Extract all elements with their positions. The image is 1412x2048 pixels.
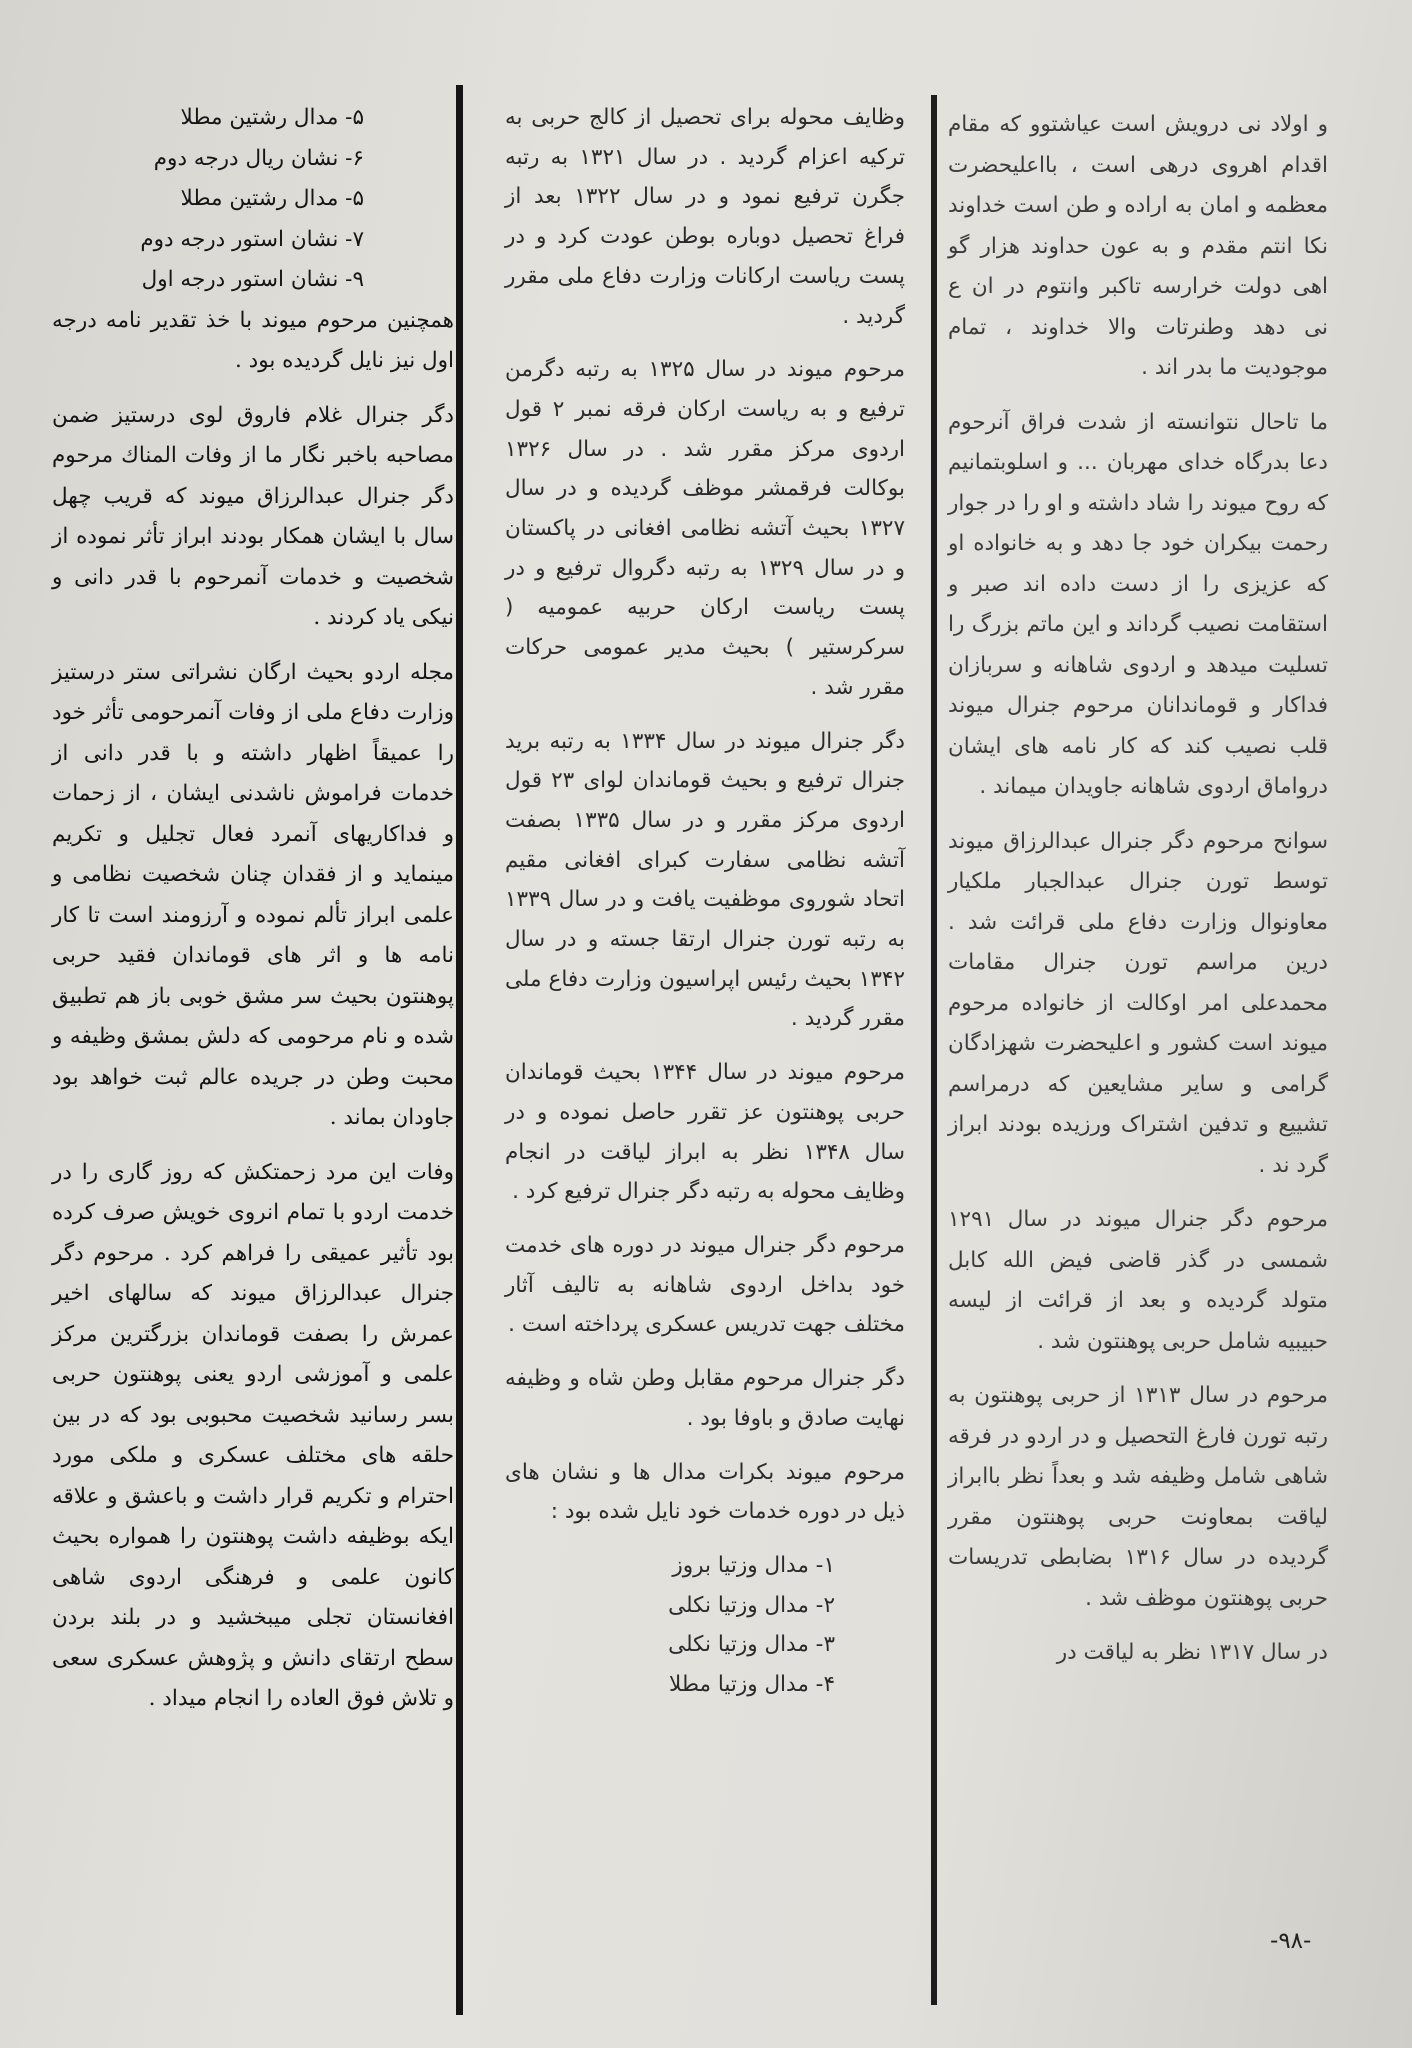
middle-text-column	[505, 98, 905, 1705]
paragraph: همچنین مرحوم میوند با خذ تقدیر نامه درجه اول نیز نایل گردیده بود .	[52, 307, 454, 373]
left-text-column	[52, 98, 454, 1734]
paragraph: در سال ۱۳۱۷ نظر به لیاقت در	[1056, 1640, 1328, 1665]
medal-item: ۴- مدال وزتیا مطلا	[669, 1672, 835, 1698]
paragraph: و اولاد نی درویش است عیاشتوو که مقام اقدام اهروی درهی است ، بااعلیحضرت معظمه و امان به اراده و طن است خداوند نکا انتم مقدم و به عون حداوند هزار گو اهی دولت خرارسه تاکبر وانتوم در ان ع نی دهد وطنرتات والا خداوند ، تمام موجوديت ما بدر اند .	[948, 112, 1328, 380]
medal-item: ۵- مدال رشتین مطلا	[180, 186, 364, 211]
medal-item: ۷- نشان استور درجه دوم	[140, 226, 364, 252]
paragraph: مجله اردو بحیث ارگان نشراتی ستر درستیز وزارت دفاع ملی از وفات آنمرحومی تأثر خود را عمیقاً اظهار داشته و با قدر دانی از خدمات فراموش ناشدنی ایشان ، از زحمات و فداکاریهای آنمرد فعال تجلیل و تکریم مینماید و از فقدان چنان شخصیت نظامی و علمی ابراز تألم نموده و آرزومند است تا کار نامه ها و اثر های قوماندان فقید حربی پوهنتون بحیث سر مشق خوبی باز هم تطبیق شده و نام مرحومی که دلش بمشق وظیفه و محبت وطن در جریده عالم ثبت خواهد بود جاودان بماند .	[52, 659, 454, 1130]
paragraph: دگر جنرال میوند در سال ۱۳۳۴ به رتبه برید جنرال ترفیع و بحیث قوماندان لوای ۲۳ قول اردوی مرکز مقرر و در سال ۱۳۳۵ بصفت آتشه نظامی سفارت کبرای افغانی مقیم اتحاد شوروی موظفیت یافت و در سال ۱۳۳۹ به رتبه تورن جنرال ارتقا جسته و در سال ۱۳۴۲ بحیث رئیس اپراسیون وزارت دفاع ملی مقرر گردید .	[505, 728, 905, 1032]
medal-item: ۶- نشان ریال درجه دوم	[153, 145, 364, 171]
column-divider-right	[931, 95, 937, 2005]
medal-item: ۲- مدال وزتیا نکلی	[668, 1592, 835, 1618]
paragraph: وظایف محوله برای تحصیل از کالج حربی به ترکیه اعزام گردید . در سال ۱۳۲۱ به رتبه جگرن ترفیع نمود و در سال ۱۳۲۲ بعد از فراغ تحصیل دوباره بوطن عودت کرد و در پست ریاست ارکانات وزارت دفاع ملی مقرر گردید .	[505, 105, 905, 329]
paragraph: ما تاحال نتوانسته از شدت فراق آنرحوم دعا بدرگاه خدای مهربان ... و اسلوبتمانیم که روح میوند را شاد داشته و او را در جوار رحمت بیکران خود جا دهد و به خانواده او که عزیزی را از دست داده اند صبر و استقامت نصیب گرداند و این ماتم بزرگ را تسلیت میدهد و اردوی شاهانه و سربازان فداکار و قوماندانان مرحوم جنرال میوند قلب نصیب کند که کار نامه های ایشان درواماق اردوی شاهانه جاویدان میماند .	[948, 409, 1328, 799]
medal-item: ۵- مدال رشتین مطلا	[180, 105, 364, 130]
paragraph: مرحوم میوند در سال ۱۳۴۴ بحیث قوماندان حربی پوهنتون عز تقرر حاصل نموده و در سال ۱۳۴۸ نظر به ابراز لیاقت در انجام وظایف محوله به رتبه دگر جنرال ترفیع کرد .	[505, 1060, 905, 1205]
page-number: -۹۸-	[1270, 1928, 1312, 1954]
paragraph: مرحوم دگر جنرال میوند در دوره های خدمت خود بداخل اردوی شاهانه به تالیف آثار مختلف جهت تدریس عسکری پرداخته است .	[505, 1232, 905, 1338]
paragraph: مرحوم دگر جنرال میوند در سال ۱۲۹۱ شمسی در گذر قاضی فیض الله کابل متولد گردیده و بعد از قرائت از لیسه حبیبیه شامل حربی پوهنتون شد .	[948, 1207, 1328, 1354]
paragraph: وفات این مرد زحمتکش که روز گاری را در خدمت اردو با تمام انروی خویش صرف کرده بود تأثیر عمیقی را فراهم کرد . مرحوم دگر جنرال عبدالرزاق میوند که سالهای اخیر عمرش را بصفت قوماندان بزرگترین مرکز علمی و آموزشی اردو یعنی پوهنتون حربی بسر رسانید شخصیت محبوبی بود که در بین حلقه های مختلف عسکری و ملکی مورد احترام و تکریم قرار داشت و باعشق و علاقه ایکه بوظیفه داشت پوهنتون را همواره بحیث کانون علمی و فرهنگی اردوی شاهی افغانستان تجلی میبخشید و در بلند بردن سطح ارتقای دانش و پژوهش عسکری سعی و تلاش فوق العاده را انجام میداد .	[52, 1159, 454, 1711]
column-divider-left	[456, 85, 463, 2015]
paragraph: مرحوم میوند در سال ۱۳۲۵ به رتبه دگرمن ترفیع و به ریاست ارکان فرقه نمبر ۲ قول اردوی مرکز مقرر شد . در سال ۱۳۲۶ بوکالت فرقمشر موظف گردیده و در سال ۱۳۲۷ بحیث آتشه نظامی افغانی در پاکستان و در سال ۱۳۲۹ به رتبه دگروال ترفیع و در پست ریاست ارکان حربیه عمومیه ( سرکرستیر ) بحیث مدیر عمومی حرکات مقرر شد .	[505, 357, 906, 700]
medal-list	[505, 1546, 905, 1705]
medal-item: ۱- مدال وزتیا بروز	[672, 1552, 835, 1578]
medal-item: ۳- مدال وزتیا نکلی	[668, 1632, 835, 1658]
paragraph: دگر جنرال غلام فاروق لوی درستیز ضمن مصاحبه باخبر نگار ما از وفات المناك مرحوم دگر جنرال عبدالرزاق میوند که قریب چهل سال با ایشان همکار بودند ابراز تأثر نموده از شخصیت و خدمات آنمرحوم با قدر دانی و نیکی یاد کردند .	[52, 402, 454, 630]
paragraph: سوانح مرحوم دگر جنرال عبدالرزاق میوند توسط تورن جنرال عبدالجبار ملکیار معاونوال وزارت دفاع ملی قرائت شد . درین مراسم تورن جنرال مقامات محمدعلی امر اوکالت از خانواده مرحوم میوند است کشور و اعلیحضرت شهزادگان گرامی و سایر مشایعین که درمراسم تشییع و تدفین اشتراک ورزیده بودند ابراز گرد ند .	[948, 828, 1328, 1178]
paragraph: دگر جنرال مرحوم مقابل وطن شاه و وظیفه نهایت صادق و باوفا بود .	[505, 1366, 905, 1431]
paragraph: مرحوم در سال ۱۳۱۳ از حربی پوهنتون به رتبه تورن فارغ التحصیل و در اردو در فرقه شاهی شامل وظیفه شد و بعداً نظر باابراز لیاقت بمعاونت حربی پوهنتون مقرر گردیده در سال ۱۳۱۶ بضابطی تدریسات حربی پوهنتون موظف شد .	[948, 1383, 1329, 1611]
right-text-column	[948, 105, 1328, 1688]
medal-item: ۹- نشان استور درجه اول	[141, 267, 364, 292]
paragraph: مرحوم میوند بکرات مدال ها و نشان های ذیل در دوره خدمات خود نایل شده بود :	[505, 1459, 905, 1525]
medal-list	[52, 98, 454, 301]
